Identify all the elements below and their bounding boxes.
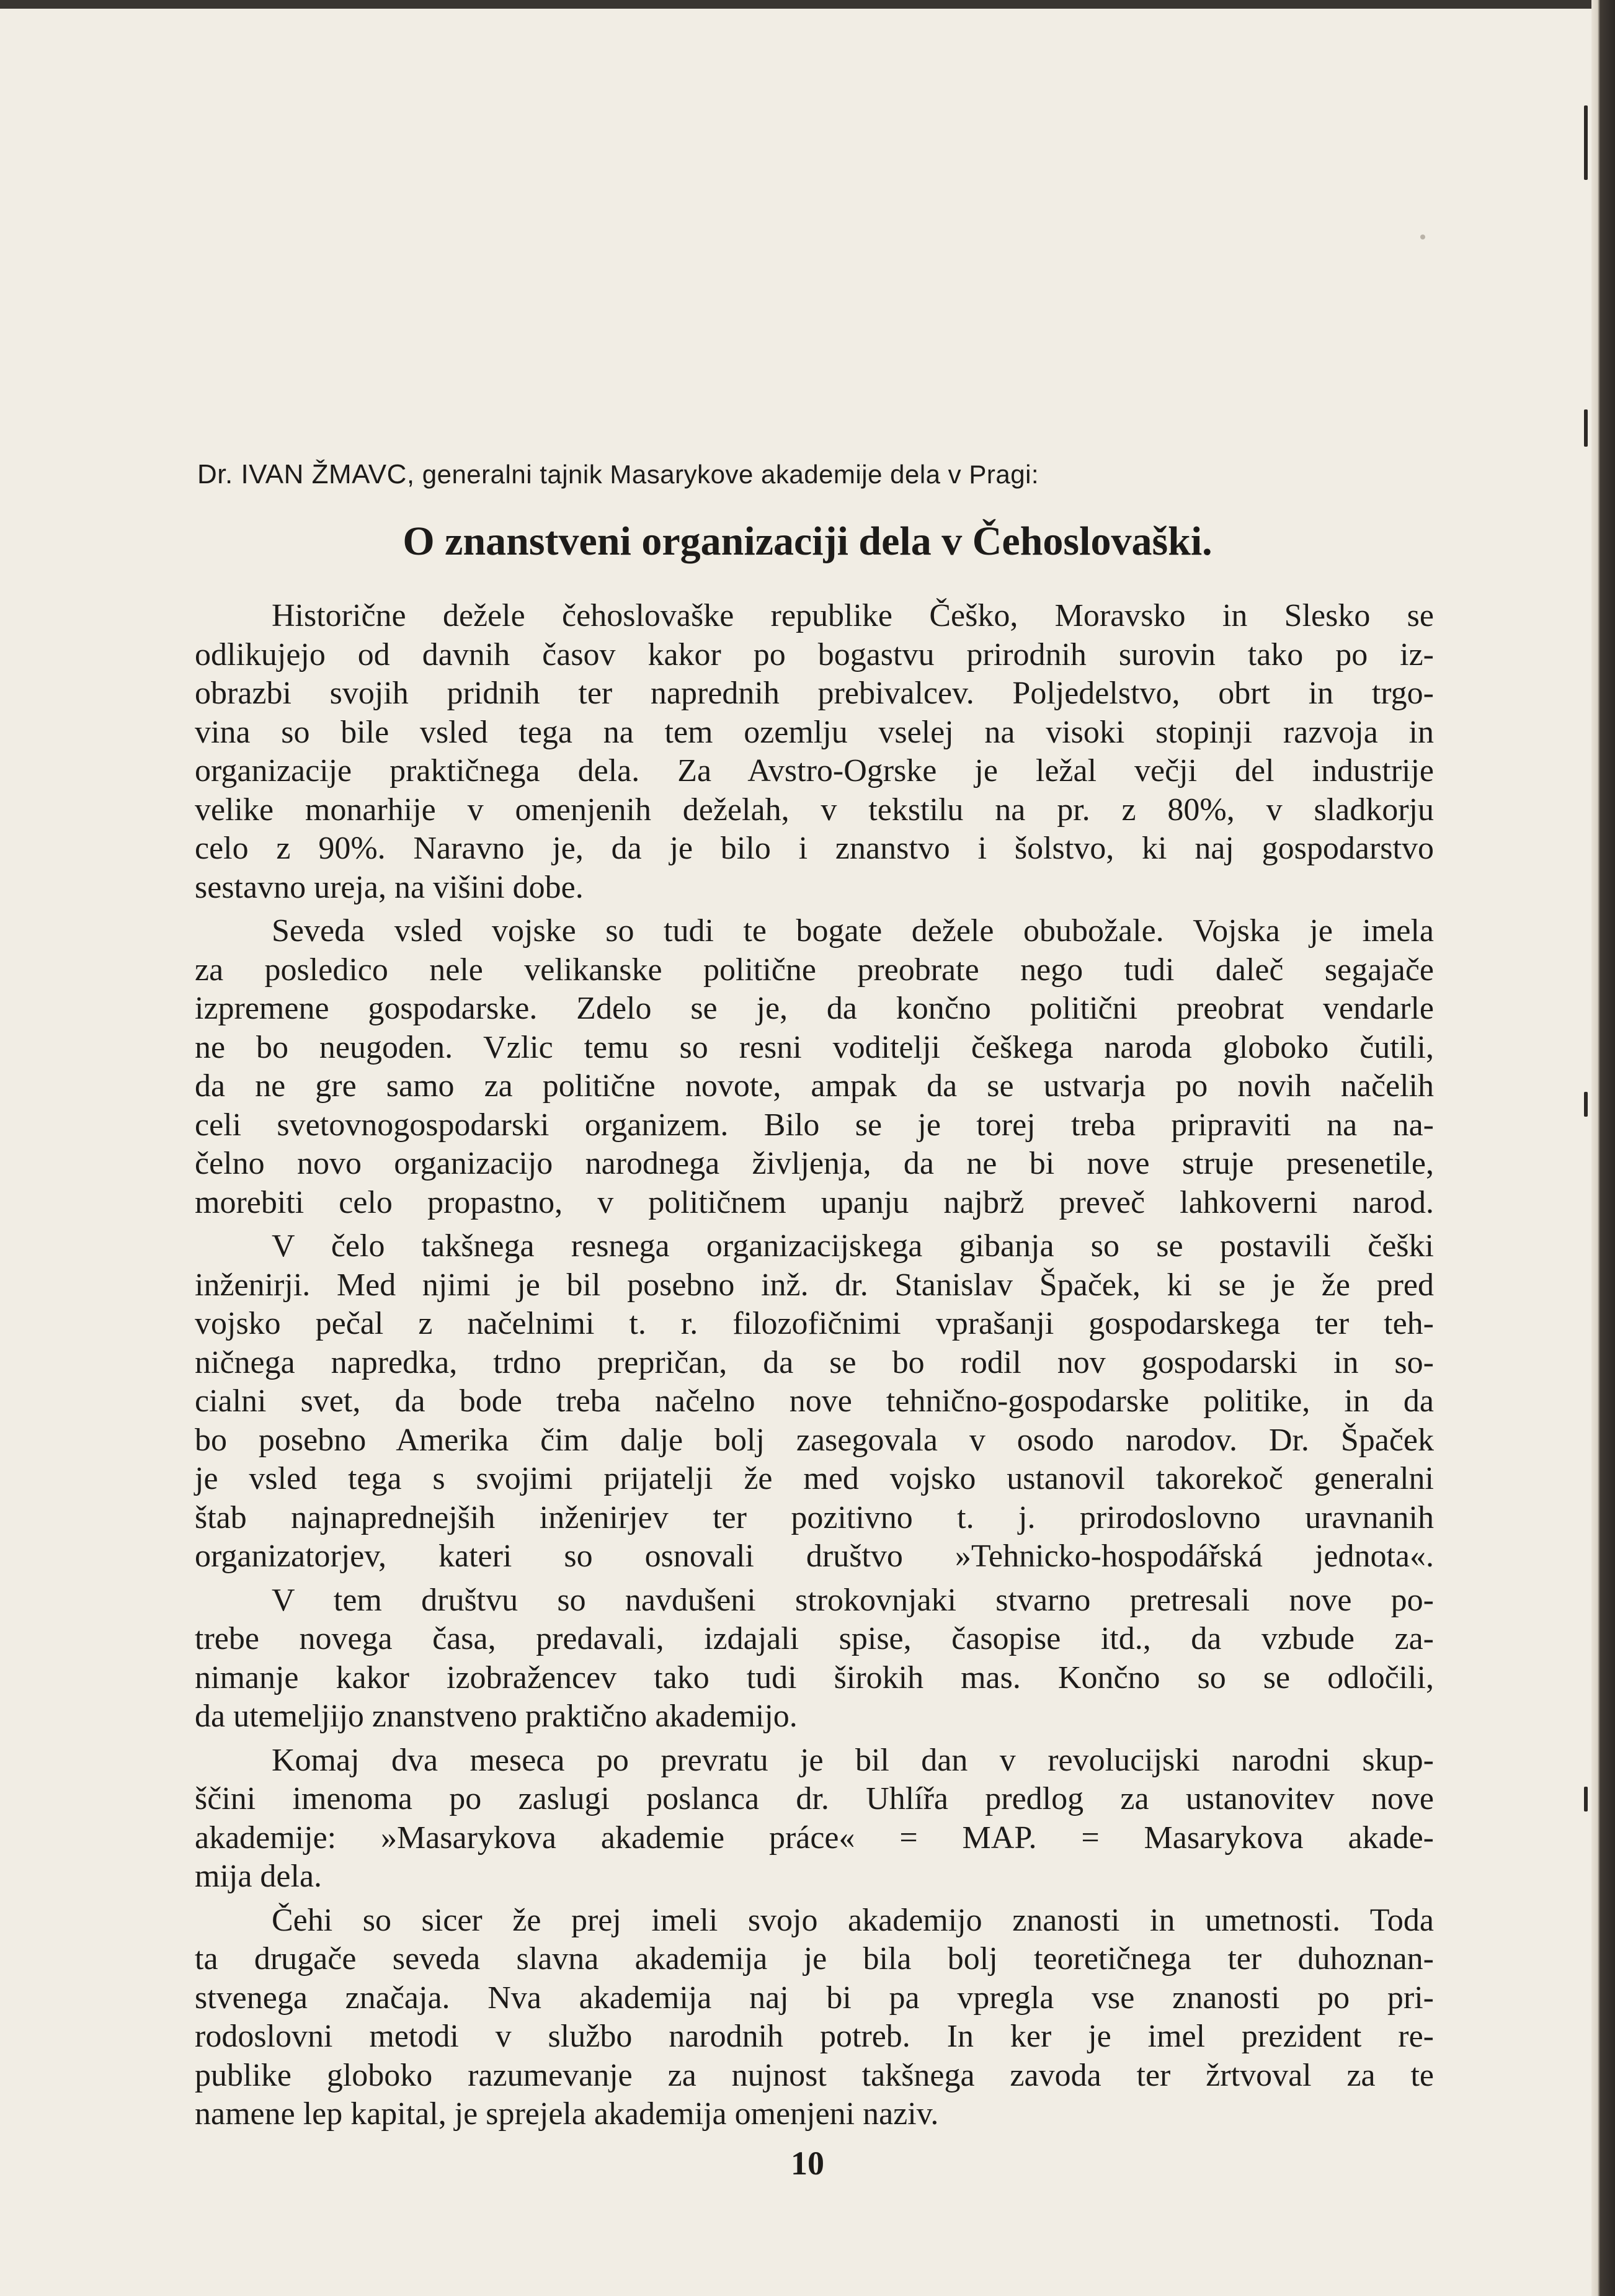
paragraph [195, 597, 1434, 907]
text-line: organizatorjev, kateri so osnovali društvo »Tehnicko-hospodářská jednota«. [195, 1539, 1434, 1574]
text-line: mija dela. [195, 1859, 323, 1894]
article-title: O znanstveni organizaciji dela v Čehoslovaški. [403, 519, 1212, 564]
text-line: Seveda vsled vojske so tudi te bogate dežele obubožale. Vojska je imela [272, 913, 1434, 949]
text-line: da ne gre samo za politične novote, ampak da se ustvarja po novih načelih [195, 1068, 1434, 1104]
text-line: za posledico nele velikanske politične preobrate nego tudi daleč segajače [195, 952, 1434, 988]
book-spine-edge [1591, 0, 1615, 2296]
text-line: čelno novo organizacijo narodnega življenja, da ne bi nove struje presenetile, [195, 1146, 1434, 1181]
text-line: Čehi so sicer že prej imeli svojo akademijo znanosti in umetnosti. Toda [272, 1902, 1434, 1938]
article-body [195, 597, 1434, 2139]
page-number: 10 [791, 2145, 824, 2182]
author-name: Dr. IVAN ŽMAVC, [197, 459, 415, 489]
paragraph [195, 1901, 1434, 2134]
text-line: akademije: »Masarykova akademie práce« = MAP. = Masarykova akade- [195, 1820, 1434, 1856]
text-line: publike globoko razumevanje za nujnost takšnega zavoda ter žrtvoval za te [195, 2057, 1434, 2093]
paragraph [195, 1741, 1434, 1896]
spine-mark [1584, 1092, 1588, 1117]
text-line: ta drugače seveda slavna akademija je bila bolj teoretičnega ter duhoznan- [195, 1941, 1434, 1977]
scan-speck [1420, 235, 1425, 239]
text-line: da utemeljijo znanstveno praktično akademijo. [195, 1699, 798, 1734]
text-line: obrazbi svojih pridnih ter naprednih prebivalcev. Poljedelstvo, obrt in trgo- [195, 676, 1434, 711]
text-line: ne bo neugoden. Vzlic temu so resni voditelji češkega naroda globoko čutili, [195, 1029, 1434, 1065]
spine-mark [1584, 1787, 1588, 1811]
text-line: inženirji. Med njimi je bil posebno inž. dr. Stanislav Špaček, ki se je že pred [195, 1267, 1434, 1303]
text-line: trebe novega časa, predavali, izdajali spise, časopise itd., da vzbude za- [195, 1621, 1434, 1656]
text-line: V čelo takšnega resnega organizacijskega gibanja so se postavili češki [272, 1228, 1434, 1264]
text-line: rodoslovni metodi v službo narodnih potreb. In ker je imel prezident re- [195, 2019, 1434, 2054]
text-line: odlikujejo od davnih časov kakor po bogastvu prirodnih surovin tako po iz- [195, 637, 1434, 672]
text-line: nimanje kakor izobražencev tako tudi širokih mas. Končno so se odločili, [195, 1659, 1434, 1695]
text-line: je vsled tega s svojimi prijatelji že med vojsko ustanovil takorekoč generalni [195, 1461, 1434, 1496]
text-line: Historične dežele čehoslovaške republike Češko, Moravsko in Slesko se [272, 598, 1434, 633]
text-line: morebiti celo propastno, v političnem upanju najbrž preveč lahkoverni narod. [195, 1184, 1434, 1220]
text-line: stvenega značaja. Nva akademija naj bi pa vpregla vse znanosti po pri- [195, 1980, 1434, 2016]
article-header [197, 459, 1039, 490]
paragraph [195, 1227, 1434, 1576]
text-line: V tem društvu so navdušeni strokovnjaki stvarno pretresali nove po- [272, 1582, 1434, 1618]
text-line: Komaj dva meseca po prevratu je bil dan v revolucijski narodni skup- [272, 1742, 1434, 1778]
text-line: celi svetovnogospodarski organizem. Bilo se je torej treba pripraviti na na- [195, 1107, 1434, 1143]
text-line: velike monarhije v omenjenih deželah, v tekstilu na pr. z 80%, v sladkorju [195, 792, 1434, 828]
text-line: ničnega napredka, trdno prepričan, da se bo rodil nov gospodarski in so- [195, 1344, 1434, 1380]
text-line: štab najnaprednejših inženirjev ter pozitivno t. j. prirodoslovno uravnanih [195, 1499, 1434, 1535]
text-line: bo posebno Amerika čim dalje bolj zasegovala v osodo narodov. Dr. Špaček [195, 1422, 1434, 1458]
spine-mark [1584, 105, 1588, 180]
text-line: ščini imenoma po zaslugi poslanca dr. Uhlířa predlog za ustanovitev nove [195, 1781, 1434, 1816]
text-line: organizacije praktičnega dela. Za Avstro-Ogrske je ležal večji del industrije [195, 753, 1434, 788]
text-line: sestavno ureja, na višini dobe. [195, 869, 584, 905]
paragraph [195, 1581, 1434, 1736]
spine-mark [1584, 409, 1588, 447]
paragraph [195, 912, 1434, 1222]
text-line: celo z 90%. Naravno je, da je bilo i znanstvo i šolstvo, ki naj gospodarstvo [195, 831, 1434, 866]
text-line: vina so bile vsled tega na tem ozemlju vselej na visoki stopinji razvoja in [195, 714, 1434, 750]
author-role: generalni tajnik Masarykove akademije dela v Pragi: [422, 460, 1039, 489]
text-line: cialni svet, da bode treba načelno nove tehnično-gospodarske politike, in da [195, 1383, 1434, 1419]
scan-top-edge [0, 0, 1615, 9]
text-line: vojsko pečal z načelnimi t. r. filozofičnimi vprašanji gospodarskega ter teh- [195, 1306, 1434, 1341]
text-line: izpremene gospodarske. Zdelo se je, da končno politični preobrat vendarle [195, 991, 1434, 1026]
text-line: namene lep kapital, je sprejela akademija omenjeni naziv. [195, 2096, 939, 2132]
